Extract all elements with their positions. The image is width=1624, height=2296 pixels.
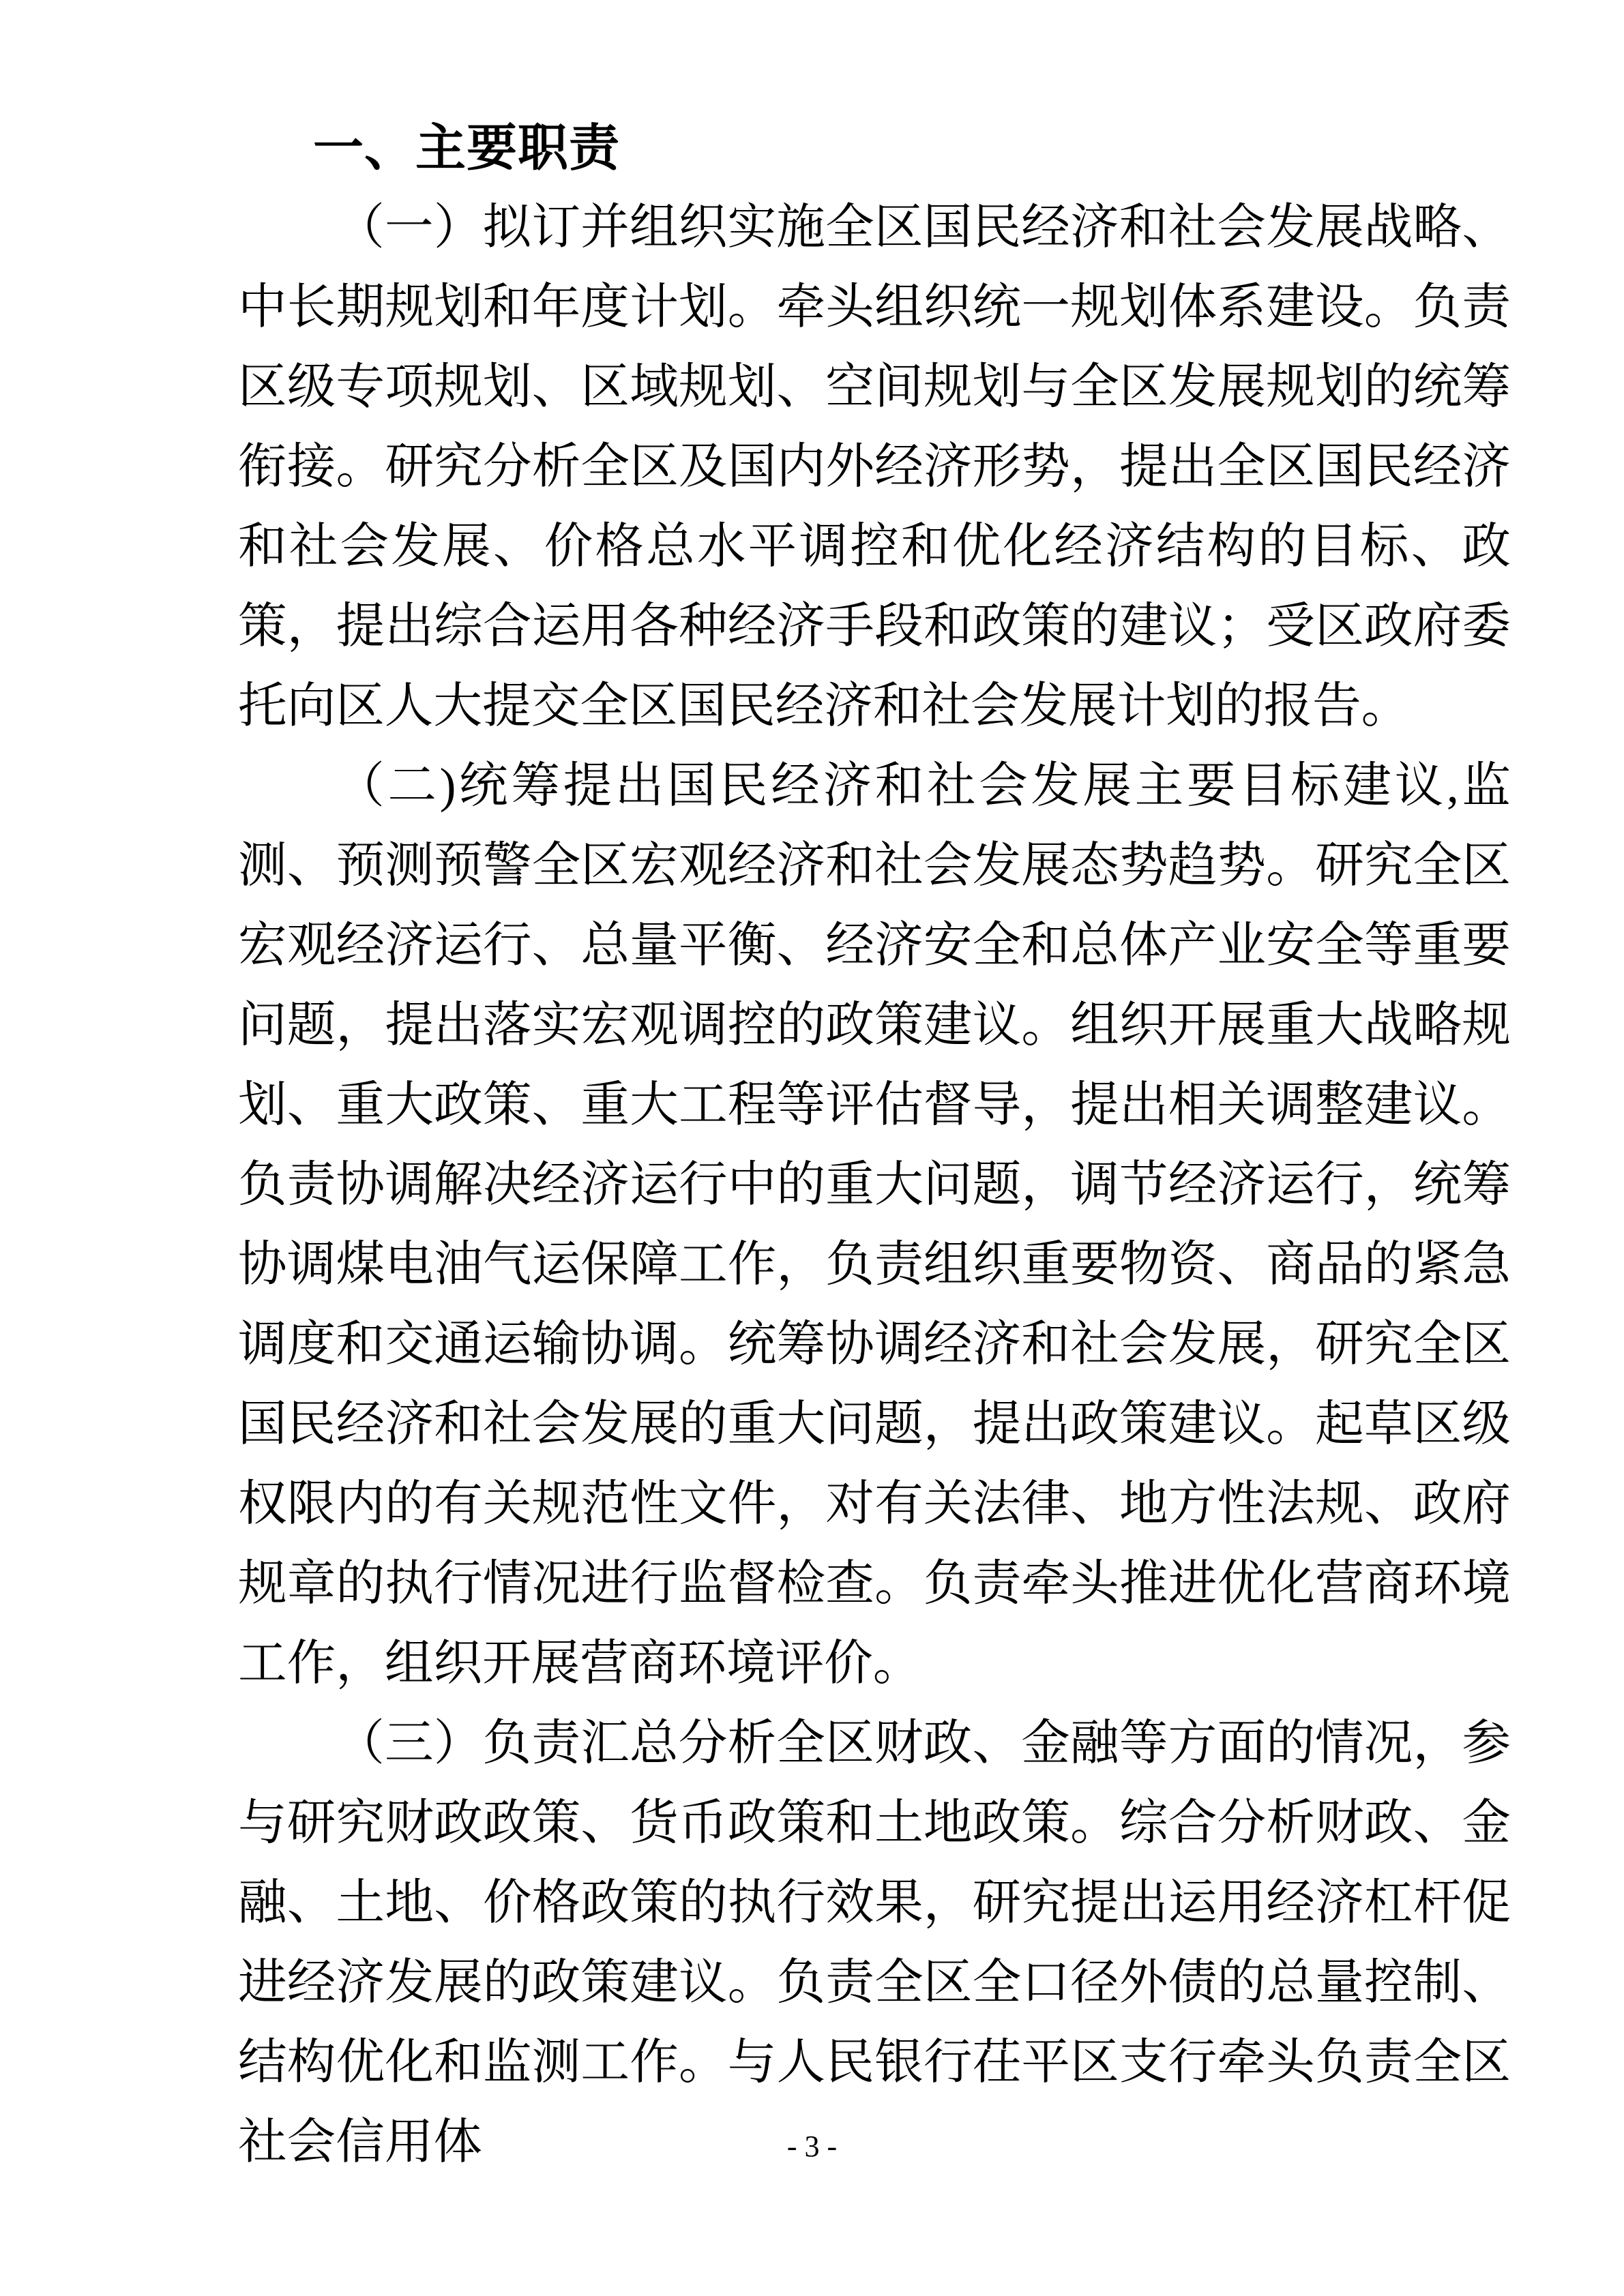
paragraph-1: （一）拟订并组织实施全区国民经济和社会发展战略、中长期规划和年度计划。牵头组织统一规划体系建设。负责区级专项规划、区域规划、空间规划与全区发展规划的统筹衔接。研究分析全区及国内外经济形势，提出全区国民经济和社会发展、价格总水平调控和优化经济结构的目标、政策，提出综合运用各种经济手段和政策的建议；受区政府委托向区人大提交全区国民经济和社会发展计划的报告。 bbox=[238, 200, 1511, 733]
paragraph-3: （三）负责汇总分析全区财政、金融等方面的情况，参与研究财政政策、货币政策和土地政策。综合分析财政、金融、土地、价格政策的执行效果，研究提出运用经济杠杆促进经济发展的政策建议。负责全区全口径外债的总量控制、结构优化和监测工作。与人民银行茌平区支行牵头负责全区社会信用体 bbox=[238, 1716, 1511, 2169]
document-content bbox=[238, 108, 1511, 2182]
page-number: - 3 - bbox=[786, 2130, 838, 2163]
section-heading: 一、主要职责 bbox=[313, 119, 620, 176]
paragraph-2: （二)统筹提出国民经济和社会发展主要目标建议,监测、预测预警全区宏观经济和社会发展态势趋势。研究全区宏观经济运行、总量平衡、经济安全和总体产业安全等重要问题，提出落实宏观调控的政策建议。组织开展重大战略规划、重大政策、重大工程等评估督导，提出相关调整建议。负责协调解决经济运行中的重大问题，调节经济运行，统筹协调煤电油气运保障工作，负责组织重要物资、商品的紧急调度和交通运输协调。统筹协调经济和社会发展，研究全区国民经济和社会发展的重大问题，提出政策建议。起草区级权限内的有关规范性文件，对有关法律、地方性法规、政府规章的执行情况进行监督检查。负责牵头推进优化营商环境工作，组织开展营商环境评价。 bbox=[238, 759, 1511, 1690]
